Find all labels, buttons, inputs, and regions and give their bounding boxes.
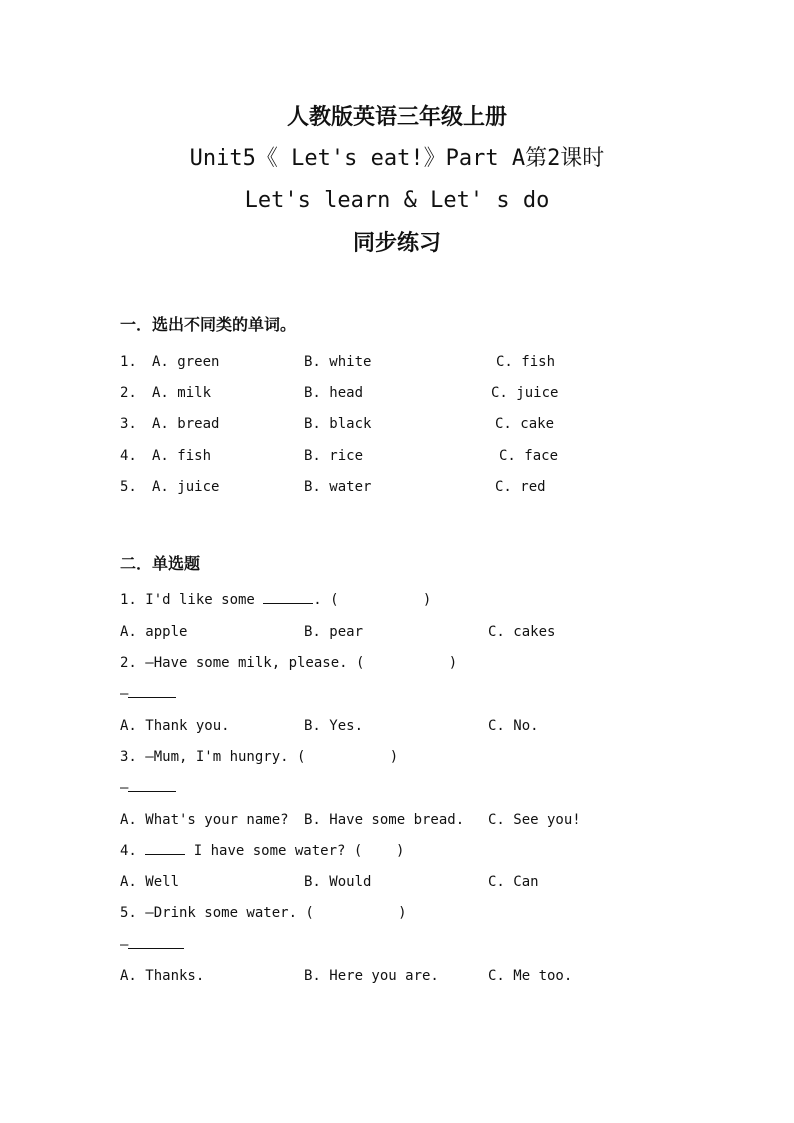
s1-row-5 [0,476,794,498]
option-b: B. water [304,479,372,495]
question-4-options [0,871,794,893]
row-number: 2. [120,385,137,401]
option-c: C. face [499,448,559,464]
option-b: B. Would [304,874,372,890]
option-c: C. fish [496,354,556,370]
question-stem: 3. —Mum, I'm hungry. ( ) [120,749,399,765]
row-number: 4. [120,448,137,464]
option-a: A. bread [152,416,220,432]
reply-line: — [120,777,176,799]
option-a: A. Thank you. [120,718,230,734]
question-3 [0,746,794,768]
doc-subtitle-exercise: 同步练习 [352,230,441,256]
option-c: C. Can [488,874,539,890]
reply-line: — [120,934,184,956]
option-a: A. What's your name? [120,812,289,828]
option-a: A. milk [152,385,212,401]
question-2 [0,652,794,674]
option-c: C. No. [488,718,539,734]
option-b: B. Here you are. [304,968,439,984]
answer-blank[interactable] [128,777,176,792]
question-2-reply [0,683,794,705]
question-stem: 5. —Drink some water. ( ) [120,905,407,921]
question-2-options [0,715,794,737]
option-b: B. rice [304,448,364,464]
option-a: A. juice [152,479,220,495]
question-stem: 2. —Have some milk, please. ( ) [120,655,458,671]
option-c: C. See you! [488,812,581,828]
question-4 [0,840,794,862]
reply-line: — [120,683,176,705]
question-3-reply [0,777,794,799]
option-b: B. Yes. [304,718,364,734]
option-c: C. juice [491,385,559,401]
option-b: B. pear [304,624,364,640]
option-b: B. Have some bread. [304,812,465,828]
option-a: A. green [152,354,220,370]
answer-blank[interactable] [128,934,184,949]
question-5-reply [0,934,794,956]
option-a: A. apple [120,624,188,640]
s1-row-1 [0,351,794,373]
question-5-options [0,965,794,987]
option-b: B. head [304,385,364,401]
question-5 [0,902,794,924]
answer-blank[interactable] [145,840,185,855]
doc-subtitle-unit: Unit5《 Let's eat!》Part A第2课时 [189,146,605,171]
doc-title: 人教版英语三年级上册 [286,104,507,130]
option-a: A. Thanks. [120,968,205,984]
option-c: C. Me too. [488,968,573,984]
option-c: C. cake [495,416,555,432]
s1-row-3 [0,413,794,435]
question-1 [0,589,794,611]
row-number: 5. [120,479,137,495]
option-b: B. black [304,416,372,432]
answer-blank[interactable] [263,589,313,604]
question-1-options [0,621,794,643]
question-stem: 4. I have some water? ( ) [120,840,404,862]
question-3-options [0,809,794,831]
option-c: C. cakes [488,624,556,640]
doc-subtitle-lesson: Let's learn & Let' s do [244,188,550,213]
question-stem: 1. I'd like some . ( ) [120,589,431,611]
option-a: A. Well [120,874,180,890]
s1-row-2 [0,382,794,404]
section-1-heading: 一．选出不同类的单词。 [120,315,297,334]
section-2-heading: 二．单选题 [120,554,201,573]
row-number: 3. [120,416,137,432]
answer-blank[interactable] [128,683,176,698]
s1-row-4 [0,445,794,467]
option-c: C. red [495,479,546,495]
row-number: 1. [120,354,137,370]
option-a: A. fish [152,448,212,464]
option-b: B. white [304,354,372,370]
